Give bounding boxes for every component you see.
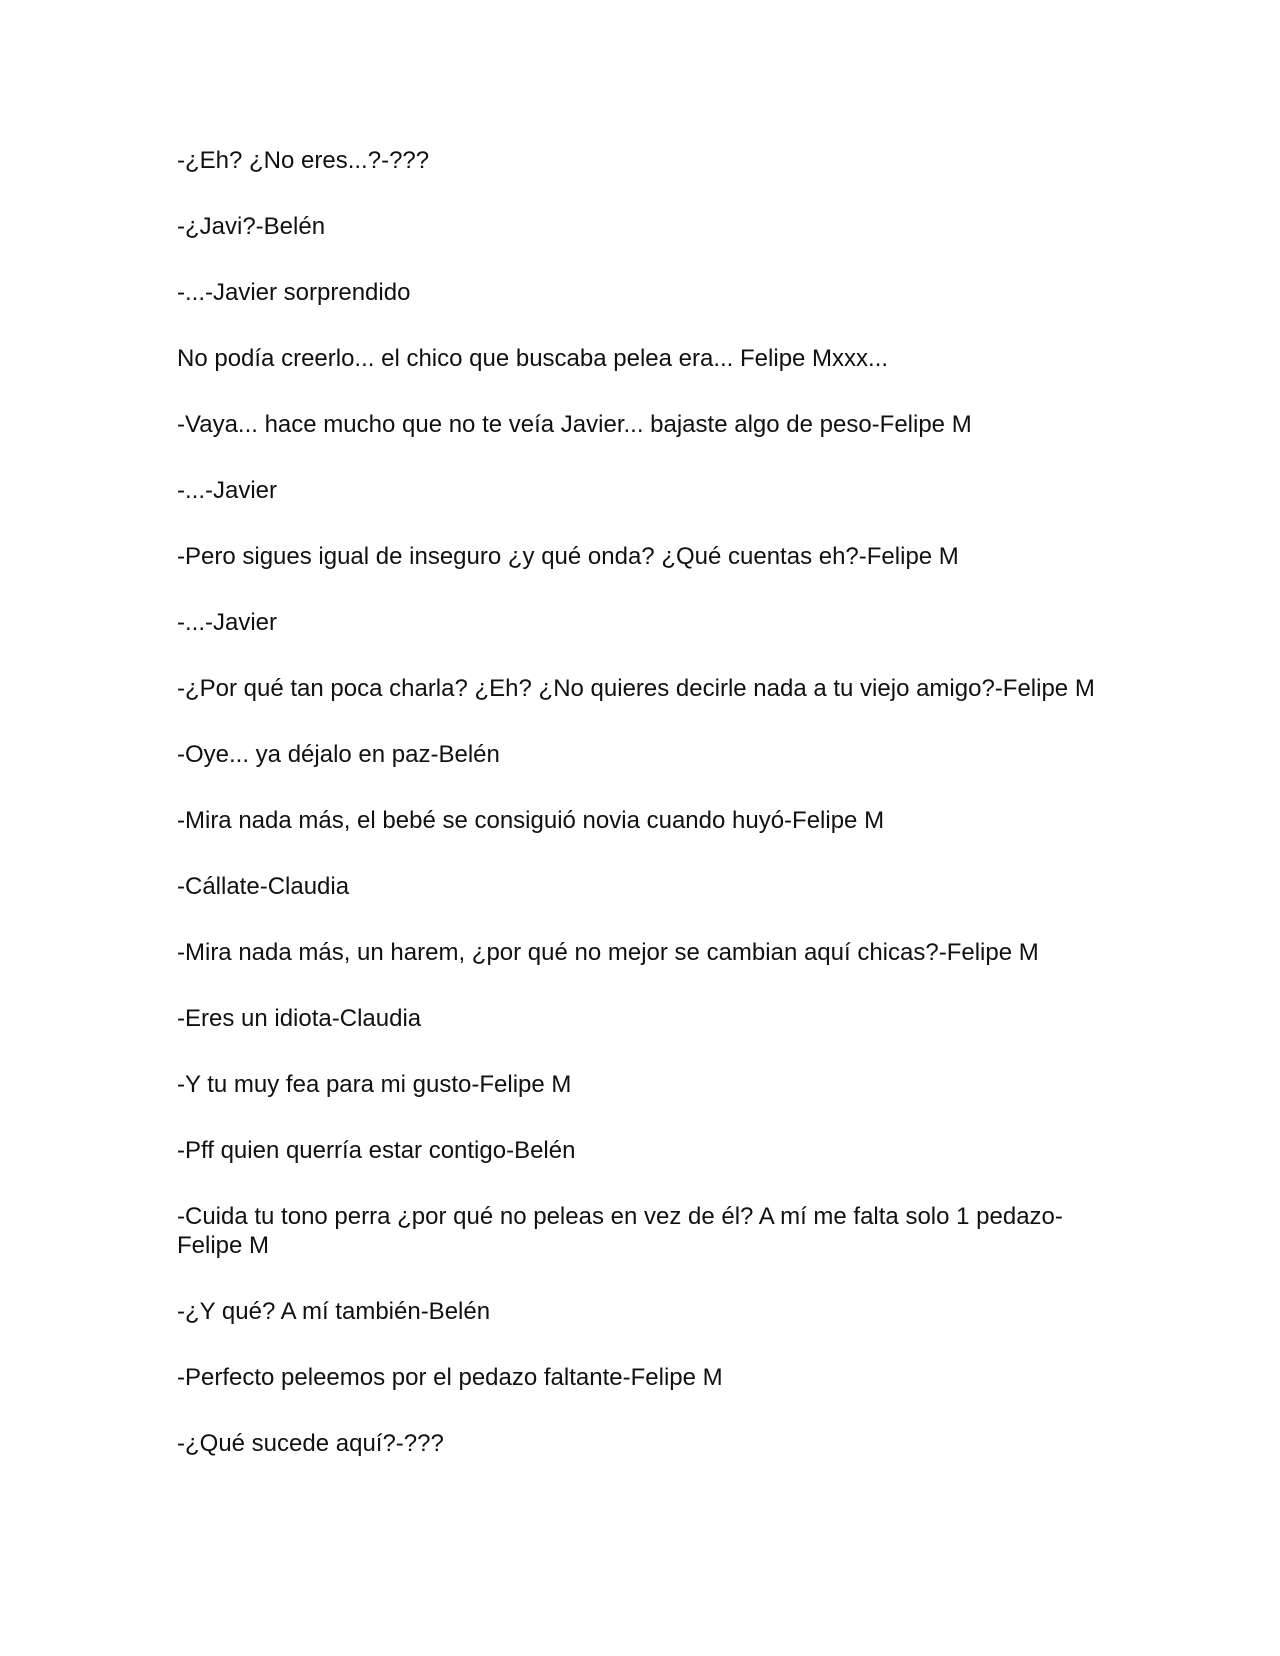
paragraph: -¿Javi?-Belén xyxy=(177,213,326,240)
paragraph: -Mira nada más, el bebé se consiguió novia cuando huyó-Felipe M xyxy=(177,807,885,834)
paragraph: No podía creerlo... el chico que buscaba pelea era... Felipe Mxxx... xyxy=(177,345,889,372)
paragraph: -¿Por qué tan poca charla? ¿Eh? ¿No quieres decirle nada a tu viejo amigo?-Felipe M xyxy=(177,675,1095,702)
paragraph: -Vaya... hace mucho que no te veía Javier... bajaste algo de peso-Felipe M xyxy=(177,411,972,438)
paragraph: -¿Eh? ¿No eres...?-??? xyxy=(177,147,430,174)
paragraph: -Cuida tu tono perra ¿por qué no peleas en vez de él? A mí me falta solo 1 pedazo-Felipe M xyxy=(177,1203,1063,1259)
paragraph: -Mira nada más, un harem, ¿por qué no mejor se cambian aquí chicas?-Felipe M xyxy=(177,939,1039,966)
paragraph: -...-Javier xyxy=(177,609,278,636)
paragraph: -Cállate-Claudia xyxy=(177,873,350,900)
paragraph: -¿Y qué? A mí también-Belén xyxy=(177,1298,491,1325)
paragraph: -¿Qué sucede aquí?-??? xyxy=(177,1430,444,1457)
paragraph: -Y tu muy fea para mi gusto-Felipe M xyxy=(177,1071,572,1098)
paragraph: -Eres un idiota-Claudia xyxy=(177,1005,422,1032)
paragraph: -Perfecto peleemos por el pedazo faltante-Felipe M xyxy=(177,1364,723,1391)
paragraph: -Pero sigues igual de inseguro ¿y qué onda? ¿Qué cuentas eh?-Felipe M xyxy=(177,543,959,570)
paragraph: -Oye... ya déjalo en paz-Belén xyxy=(177,741,500,768)
paragraph: -...-Javier xyxy=(177,477,278,504)
document-body xyxy=(177,146,1097,1495)
paragraph: -...-Javier sorprendido xyxy=(177,279,411,306)
paragraph: -Pff quien querría estar contigo-Belén xyxy=(177,1137,576,1164)
